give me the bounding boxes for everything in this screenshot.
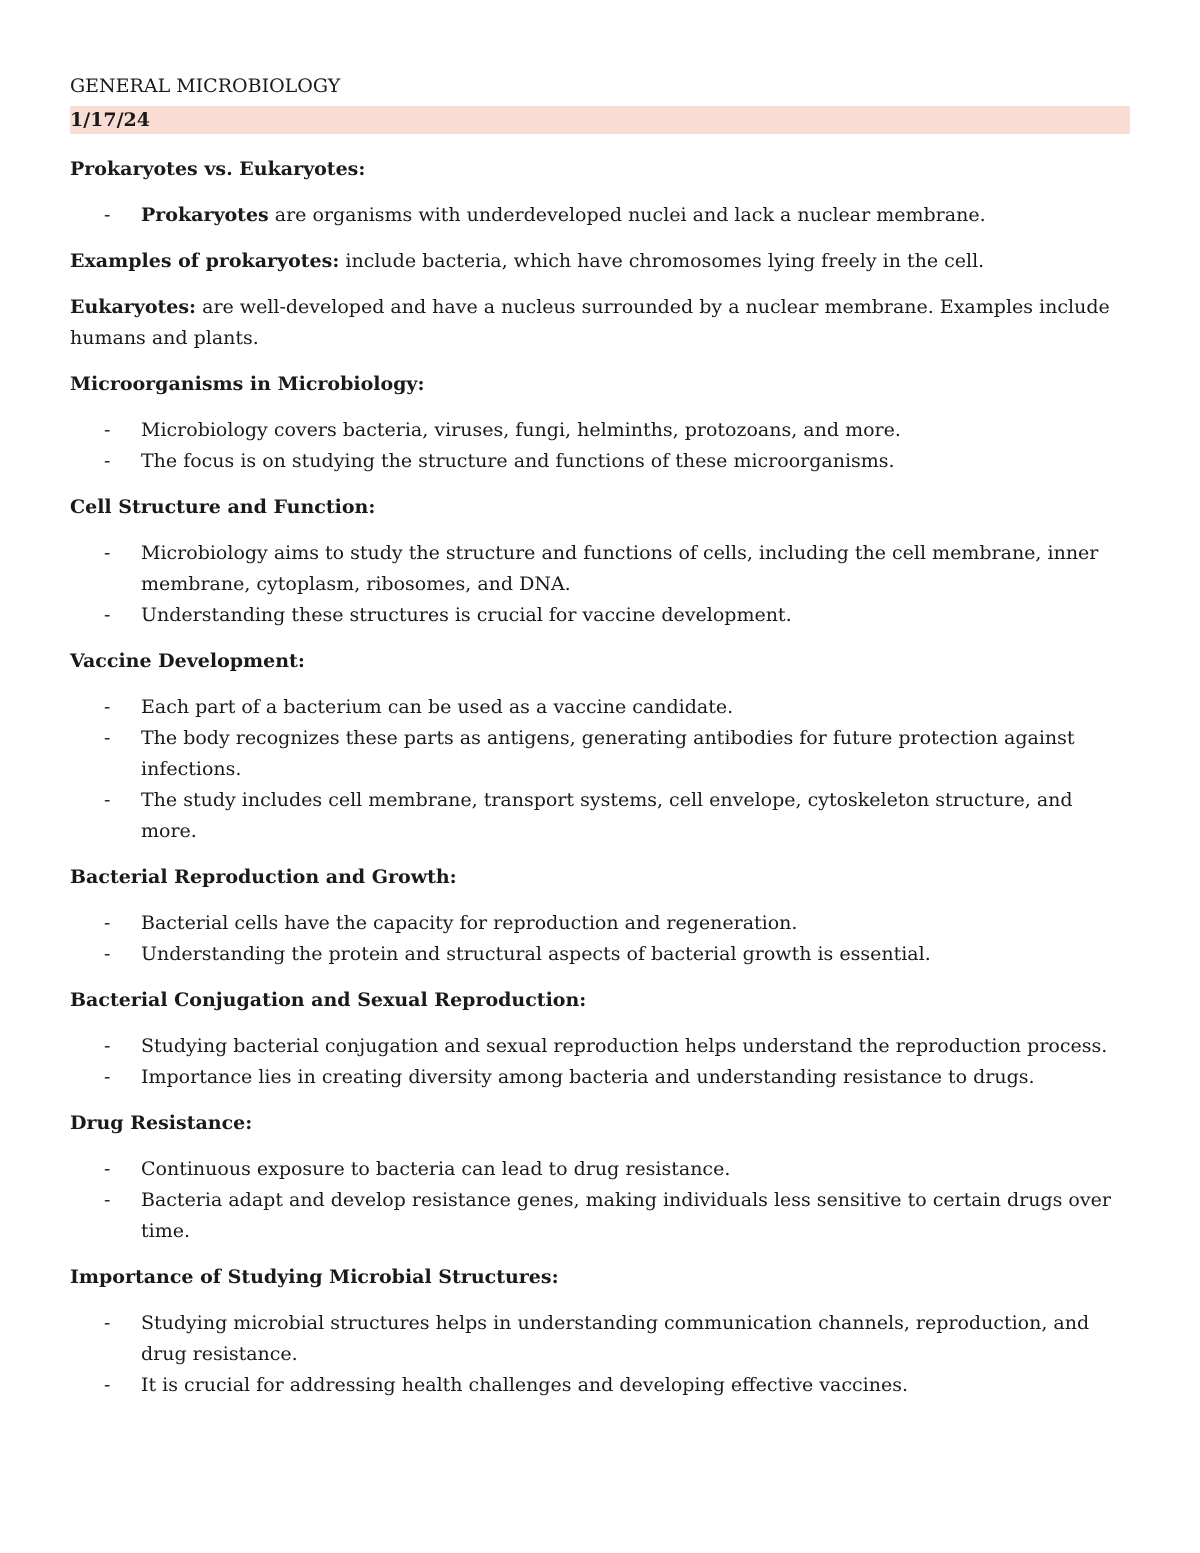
paragraph-examples [70, 246, 1130, 277]
bullet-list-reproduction [70, 908, 1130, 970]
list-item-text: It is crucial for addressing health challenges and developing effective vaccines. [141, 1374, 908, 1396]
list-item [70, 723, 1130, 785]
document-title: GENERAL MICROBIOLOGY [70, 75, 341, 97]
list-item-text: Understanding the protein and structural aspects of bacterial growth is essential. [141, 943, 931, 965]
section-heading-reproduction: Bacterial Reproduction and Growth: [70, 866, 457, 888]
list-item-text: Understanding these structures is crucial for vaccine development. [141, 604, 792, 626]
bullet-list-microorganisms [70, 415, 1130, 477]
section-heading-cell-structure: Cell Structure and Function: [70, 496, 376, 518]
list-item-text: Microbiology aims to study the structure and functions of cells, including the cell membrane, inner membrane, cytoplasm, ribosomes, and DNA. [141, 542, 1099, 595]
list-item-text: Studying microbial structures helps in understanding communication channels, reproduction, and drug resistance. [141, 1312, 1090, 1365]
section-heading-prok-euk: Prokaryotes vs. Eukaryotes: [70, 158, 366, 180]
section-heading-vaccine: Vaccine Development: [70, 650, 305, 672]
bullet-list-prok-euk [70, 200, 1130, 231]
bullet-list-conjugation [70, 1031, 1130, 1093]
paragraph-text: include bacteria, which have chromosomes lying freely in the cell. [339, 250, 985, 272]
list-item-text: Importance lies in creating diversity among bacteria and understanding resistance to drugs. [141, 1066, 1035, 1088]
bullet-dash: - [104, 1374, 111, 1396]
list-item [70, 785, 1130, 847]
list-item [70, 1154, 1130, 1185]
document-page [70, 70, 1130, 1416]
bullet-dash: - [104, 1035, 111, 1057]
paragraph-text: are well-developed and have a nucleus surrounded by a nuclear membrane. Examples include humans and plants. [70, 296, 1110, 349]
bullet-dash: - [104, 912, 111, 934]
list-item [70, 1370, 1130, 1401]
list-item [70, 600, 1130, 631]
bullet-dash: - [104, 604, 111, 626]
bullet-dash: - [104, 1189, 111, 1211]
bullet-dash: - [104, 1158, 111, 1180]
definition-text: are organisms with underdeveloped nuclei and lack a nuclear membrane. [268, 204, 986, 226]
list-item [70, 446, 1130, 477]
bullet-dash: - [104, 542, 111, 564]
list-item [70, 939, 1130, 970]
bullet-dash: - [104, 727, 111, 749]
bullet-list-vaccine [70, 692, 1130, 847]
list-item [70, 908, 1130, 939]
list-item-text: Continuous exposure to bacteria can lead to drug resistance. [141, 1158, 731, 1180]
list-item [70, 1062, 1130, 1093]
bullet-dash: - [104, 450, 111, 472]
bullet-dash: - [104, 1312, 111, 1334]
term-prokaryotes: Prokaryotes [141, 204, 269, 226]
list-item [70, 1308, 1130, 1370]
bullet-list-drug-resistance [70, 1154, 1130, 1247]
date-heading: 1/17/24 [70, 106, 1130, 134]
list-item [70, 1185, 1130, 1247]
bullet-dash: - [104, 419, 111, 441]
paragraph-lead: Examples of prokaryotes: [70, 250, 340, 272]
list-item-text: Bacteria adapt and develop resistance genes, making individuals less sensitive to certain drugs over time. [141, 1189, 1111, 1242]
list-item [70, 1031, 1130, 1062]
list-item [70, 200, 1130, 231]
section-heading-microorganisms: Microorganisms in Microbiology: [70, 373, 425, 395]
paragraph-lead: Eukaryotes: [70, 296, 197, 318]
list-item [70, 415, 1130, 446]
section-heading-importance: Importance of Studying Microbial Structures: [70, 1266, 559, 1288]
list-item-text: Studying bacterial conjugation and sexual reproduction helps understand the reproduction process. [141, 1035, 1108, 1057]
list-item-text: Microbiology covers bacteria, viruses, fungi, helminths, protozoans, and more. [141, 419, 901, 441]
list-item [70, 538, 1130, 600]
bullet-dash: - [104, 789, 111, 811]
list-item-text: The focus is on studying the structure and functions of these microorganisms. [141, 450, 895, 472]
bullet-dash: - [104, 204, 111, 226]
section-heading-conjugation: Bacterial Conjugation and Sexual Reproduction: [70, 989, 587, 1011]
list-item [70, 692, 1130, 723]
list-item-text: The body recognizes these parts as antigens, generating antibodies for future protection against infections. [141, 727, 1075, 780]
bullet-list-importance [70, 1308, 1130, 1401]
paragraph-eukaryotes [70, 292, 1130, 354]
bullet-dash: - [104, 943, 111, 965]
list-item-text: Bacterial cells have the capacity for reproduction and regeneration. [141, 912, 798, 934]
list-item-text: Each part of a bacterium can be used as a vaccine candidate. [141, 696, 734, 718]
section-heading-drug-resistance: Drug Resistance: [70, 1112, 253, 1134]
list-item-text: The study includes cell membrane, transport systems, cell envelope, cytoskeleton structure, and more. [141, 789, 1073, 842]
bullet-list-cell-structure [70, 538, 1130, 631]
bullet-dash: - [104, 696, 111, 718]
bullet-dash: - [104, 1066, 111, 1088]
